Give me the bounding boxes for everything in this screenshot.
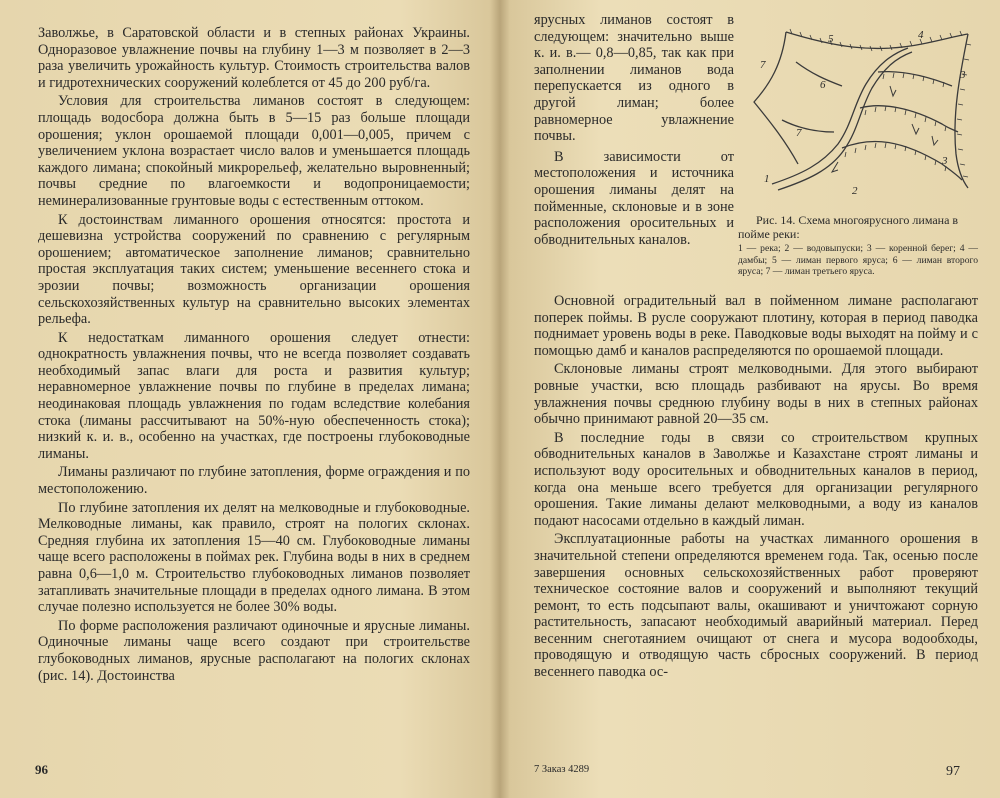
dam-upper xyxy=(878,72,952,86)
dam-middle xyxy=(860,106,958,132)
right-bank xyxy=(955,34,968,188)
bank-hatching xyxy=(957,44,971,177)
figure-14-diagram xyxy=(742,24,976,204)
right-page xyxy=(506,0,1000,798)
label: 5 xyxy=(828,33,834,45)
print-signature: 7 Заказ 4289 xyxy=(534,764,590,775)
paragraph: Склоновые лиманы строят мелководными. Для этого выбирают ровные участки, всю площадь разбивают на ярусы. Во время увлажнения почвы среднюю глубину воды в них в степных районах обычно принимают равной 20—35 см. xyxy=(534,361,978,428)
river-left xyxy=(772,48,908,184)
paragraph: К недостаткам лиманного орошения следует отнести: однократность увлажнения почвы, что не всегда позволяет создавать необходимый запас влаги для роста и развития культур; неравномерное увлажнение почвы по глубине в пределах лимана; неодинаковая площадь увлажнения по годам вследствие колебания стока (лиманы рассчитывают на 50%-ную обеспеченность стока); низкий к. и. в., особенно на участках, где построены глубоководные лиманы. xyxy=(38,329,470,462)
left-page-text xyxy=(38,25,470,684)
caption-legend: 1 — река; 2 — водовыпуски; 3 — коренной берег; 4 — дамбы; 5 — лиман первого яруса; 6 — лиман второго яруса; 7 — лиман третьего яруса. xyxy=(738,243,978,277)
page-number: 97 xyxy=(946,764,960,779)
paragraph: В последние годы в связи со строительством крупных обводнительных каналов в Заволжье и Казахстане строят лиманы и используют воду оросительных и обводнительных каналов в период, когда она меньше всего требуется для организации регулярного орошения. Такие лиманы делают мелководными, а воду из каналов подают насосами отдельно в каждый лиман. xyxy=(534,429,978,529)
dam-left-lower xyxy=(782,120,834,132)
right-page-wide-text xyxy=(534,293,978,681)
paragraph: К достоинствам лиманного орошения относятся: простота и дешевизна устройства сооружений по сравнению с регулярным орошением; автоматическое заполнение лиманов; сравнительно простая эксплуатация таких систем; уменьшение весеннего стока и эрозии почвы; возможность организации орошения сельскохозяйственных культур на сравнительно высоких элементах рельефа. xyxy=(38,211,470,328)
label: 6 xyxy=(820,79,826,91)
river-right xyxy=(778,52,912,190)
label: 4 xyxy=(918,29,924,41)
paragraph: По форме расположения различают одиночные и ярусные лиманы. Одиночные лиманы чаще всего создают при строительстве глубоководных лиманов, ярусные располагают на пологих склонах (рис. 14). Достоинства xyxy=(38,617,470,684)
dam-left-upper xyxy=(796,62,842,86)
label: 3 xyxy=(960,69,966,81)
label: 7 xyxy=(796,127,802,139)
label: 7 xyxy=(760,59,766,71)
paragraph: Эксплуатационные работы на участках лиманного орошения в значительной степени определяются временем года. Так, осенью после завершения основных сельскохозяйственных работ проверяют техническое состояние валов и сооружений и выполняют текущий ремонт, то есть подсыпают валы, окашивают и уничтожают сорную растительность, запасают необходимый аварийный материал. Перед весенним снеготаянием очищают от снега и мусора водообходы, проводящую и отводящую часть сбросных сооружений. В период весеннего паводка ос- xyxy=(534,531,978,681)
page-number: 96 xyxy=(35,762,48,777)
paragraph: Лиманы различают по глубине затопления, форме ограждения и по местоположению. xyxy=(38,464,470,498)
label: 2 xyxy=(852,185,858,197)
bank-line xyxy=(754,32,798,164)
paragraph: ярусных лиманов состоят в следующем: значительно выше к. и. в.— 0,8—0,85, так как при заполнении лиманов вода перепускается из одного в другой лиман; более равномерное увлажнение почвы. xyxy=(534,12,734,145)
outlet-arrows xyxy=(832,86,938,172)
figure-caption xyxy=(738,214,978,278)
paragraph: Основной оградительный вал в пойменном лимане располагают поперек поймы. В русле сооружают плотину, которая в период паводка поднимает уровень воды в реке. Паводковые воды выходят на пойму и с помощью дамб и каналов распределяются по орошаемой площади. xyxy=(534,293,978,359)
caption-title: Рис. 14. Схема многоярусного лимана в пойме реки: xyxy=(738,213,959,241)
paragraph: В зависимости от местоположения и источника орошения лиманы делят на пойменные, склоновые и в зоне расположения оросительных и обводнительных каналов. xyxy=(534,148,734,248)
right-page-narrow-text xyxy=(534,12,734,248)
paragraph: Заволжье, в Саратовской области и в степных районах Украины. Одноразовое увлажнение почвы на глубину 1—3 м позволяет в 2—3 раза увеличить урожайность культур. Стоимость строительства валов и гидротехнических сооружений колеблется от 45 до 200 руб/га. xyxy=(38,25,470,91)
paragraph: Условия для строительства лиманов состоят в следующем: площадь водосбора должна быть в 5—15 раз больше площади орошения; уклон орошаемой площади 0,001—0,005, причем с увеличением уклона возрастает число валов и уменьшается площадь каждого лимана; спокойный микрорельеф, желательно выровненный; почвы средние по влагоемкости и водопроницаемости; неминерализованные грунтовые воды с естественным оттоком. xyxy=(38,93,470,209)
label: 1 xyxy=(764,173,770,185)
dam-top xyxy=(786,32,968,48)
paragraph: По глубине затопления их делят на мелководные и глубоководные. Мелководные лиманы, как правило, строят на пологих склонах. Средняя глубина их затопления 15—40 см. Глубоководные лиманы чаще всего расположены в поймах рек. Глубина воды в них в среднем равна 0,6—1,0 м. Строительство глубоководных лиманов позволяет затапливать значительные площади в пределах одного лимана. В этом случае полезно используется не более 30% воды. xyxy=(38,499,470,616)
label: 3 xyxy=(942,155,948,167)
